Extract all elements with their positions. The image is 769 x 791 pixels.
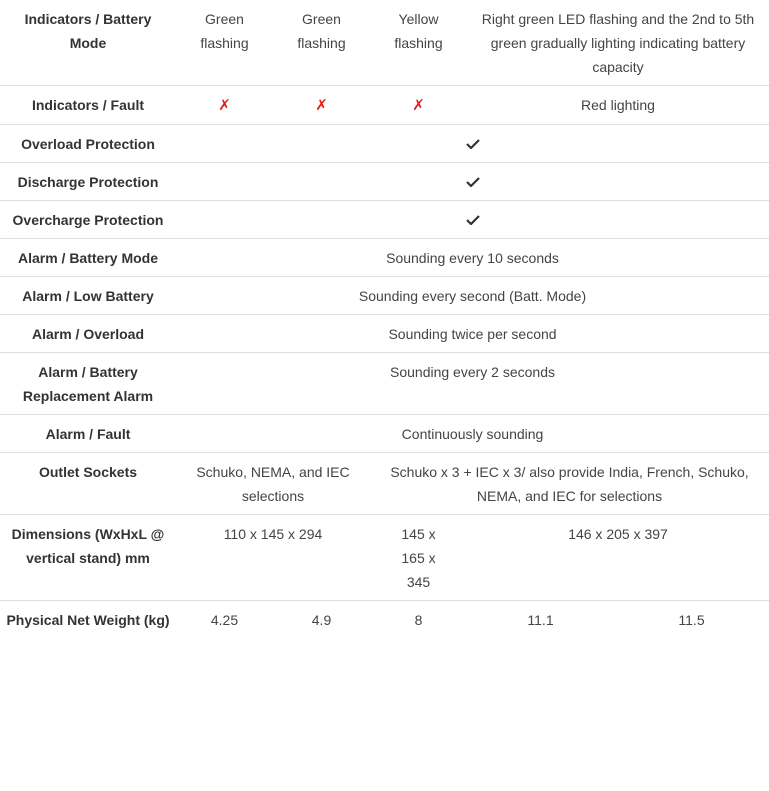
table-row [0, 415, 769, 453]
row-label: Alarm / Battery Replacement Alarm [0, 353, 176, 415]
table-row [0, 515, 769, 601]
table-row [0, 353, 769, 415]
table-cell: Red lighting [467, 86, 769, 125]
row-label: Dimensions (WxHxL @ vertical stand) mm [0, 515, 176, 601]
table-row [0, 239, 769, 277]
table-row [0, 201, 769, 239]
table-cell: Green flashing [297, 11, 346, 51]
table-cell [176, 163, 769, 201]
table-row [0, 0, 769, 86]
table-cell: 4.9 [273, 601, 370, 639]
table-cell: Schuko x 3 + IEC x 3/ also provide India, French, Schuko, NEMA, and IEC for selections [370, 453, 769, 515]
row-label: Physical Net Weight (kg) [0, 601, 176, 639]
table-cell [176, 125, 769, 163]
table-cell: Sounding every second (Batt. Mode) [176, 277, 769, 315]
table-cell: 110 x 145 x 294 [176, 515, 370, 601]
table-cell [370, 86, 467, 125]
table-row [0, 315, 769, 353]
table-cell [176, 86, 273, 125]
row-label: Overcharge Protection [0, 201, 176, 239]
table-cell: Sounding every 10 seconds [176, 239, 769, 277]
table-row [0, 163, 769, 201]
table-row [0, 601, 769, 639]
table-row [0, 453, 769, 515]
table-cell: 145 x 165 x 345 [370, 515, 467, 601]
row-label: Indicators / Battery Mode [24, 11, 152, 51]
check-icon [466, 177, 480, 187]
table-cell: Continuously sounding [176, 415, 769, 453]
table-cell [176, 201, 769, 239]
table-cell: 4.25 [176, 601, 273, 639]
row-label: Alarm / Fault [0, 415, 176, 453]
table-cell: Right green LED flashing and the 2nd to 5th green gradually lighting indicating battery capacity [481, 11, 755, 75]
table-cell: 11.5 [614, 601, 769, 639]
row-label: Overload Protection [0, 125, 176, 163]
table-cell: Sounding twice per second [176, 315, 769, 353]
table-cell: Schuko, NEMA, and IEC selections [176, 453, 370, 515]
check-icon [466, 215, 480, 225]
table-cell: Yellow flashing [394, 11, 443, 51]
row-label: Indicators / Fault [0, 86, 176, 125]
row-label: Discharge Protection [0, 163, 176, 201]
table-cell: Green flashing [200, 11, 249, 51]
table-row [0, 86, 769, 125]
cross-icon: ✗ [412, 97, 425, 114]
cross-icon: ✗ [218, 97, 231, 114]
table-cell [273, 86, 370, 125]
table-cell: 146 x 205 x 397 [467, 515, 769, 601]
table-cell: 8 [370, 601, 467, 639]
cross-icon: ✗ [315, 97, 328, 114]
table-row [0, 277, 769, 315]
row-label: Alarm / Overload [0, 315, 176, 353]
check-icon [466, 139, 480, 149]
row-label: Outlet Sockets [0, 453, 176, 515]
row-label: Alarm / Battery Mode [0, 239, 176, 277]
table-cell: 11.1 [467, 601, 614, 639]
row-label: Alarm / Low Battery [0, 277, 176, 315]
table-cell: Sounding every 2 seconds [176, 353, 769, 415]
table-row [0, 125, 769, 163]
